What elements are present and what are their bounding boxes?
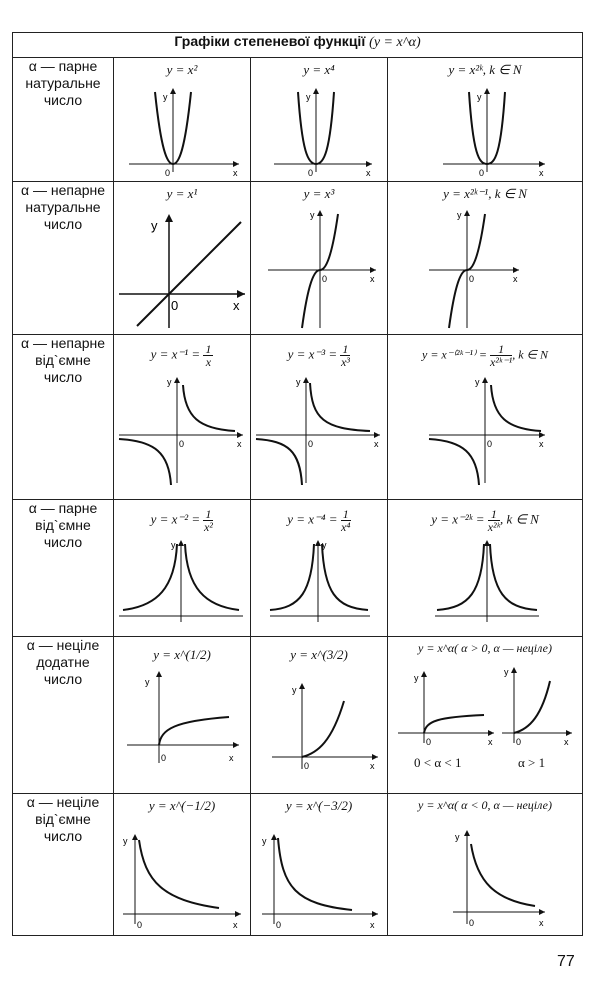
graph [115,204,249,332]
graph [252,538,386,628]
graph [395,80,575,180]
svg-text:x: x [539,168,544,178]
graph-cell [114,500,251,637]
svg-text:x: x [564,737,569,747]
graph-cell [251,58,388,182]
graph-cell [114,637,251,794]
svg-text:0: 0 [276,920,282,930]
formula: y = x²ᵏ⁻¹, k ∈ N [443,186,527,201]
graph [252,373,386,487]
svg-text:x: x [233,298,240,313]
svg-text:0: 0 [479,168,485,178]
svg-text:y: y [167,377,172,387]
svg-text:x: x [237,439,242,449]
graph-cell [251,335,388,500]
svg-text:0: 0 [322,274,328,284]
svg-text:y: y [475,377,480,387]
graph-cell [388,500,583,637]
svg-text:y: y [145,677,150,687]
svg-text:y: y [477,92,482,102]
graph-cell [388,58,583,182]
svg-text:0: 0 [469,274,475,284]
table-row [13,637,583,794]
formula: y = x^α( α > 0, α — неціле) [418,641,552,655]
table-title-text: Графіки степеневої функції [174,33,366,49]
formula: y = x^(−3/2) [285,798,353,813]
svg-text:y: y [123,836,128,846]
svg-text:x: x [233,920,238,930]
table-row [13,794,583,936]
row-label: α — неціле додатне число [13,637,114,794]
row-label: α — парне від`ємне число [13,500,114,637]
formula: y = x⁻⁽²ᵏ⁻¹⁾ = $\frac{1}{\text{x²ᵏ⁻¹}}$ , k ∈ N [422,342,549,369]
row-label: α — парне натуральне число [13,58,114,182]
svg-text:x: x [370,274,375,284]
svg-text:x: x [366,168,371,178]
svg-text:0: 0 [308,439,314,449]
graph [115,538,249,628]
formula: y = x^(3/2) [290,647,348,662]
graph [254,204,384,332]
graph-cell [114,335,251,500]
origin-label: 0 [165,168,171,178]
graph-cell [114,794,251,936]
svg-text:x: x [539,439,544,449]
svg-text:y: y [296,377,301,387]
svg-text:x: x [539,918,544,928]
row-label: α — непарне натуральне число [13,182,114,335]
svg-text:0: 0 [304,761,310,771]
formula: y = x⁻³ = $\frac{1}{\text{x³}}$ [287,342,350,369]
svg-text:y: y [457,210,462,220]
table-row [13,58,583,182]
svg-text:0: 0 [487,439,493,449]
graph [117,80,247,180]
caption-row [388,755,582,771]
svg-text:0: 0 [171,298,179,313]
formula: y = x⁻⁴ = $\frac{1}{\text{x⁴}}$ [287,507,351,534]
formula: y = x⁻²ᵏ = $\frac{1}{\text{x²ᵏ}}$ , k ∈ N [431,507,539,534]
graph [390,659,580,755]
formula: y = x²ᵏ, k ∈ N [448,62,522,77]
graph [395,373,575,487]
svg-text:0: 0 [516,737,522,747]
row-label: α — неціле від`ємне число [13,794,114,936]
svg-text:0: 0 [179,439,185,449]
graph-cell [114,182,251,335]
formula: y = x⁻¹ = $\frac{1}{x}$ [150,342,212,369]
graph [395,204,575,332]
graph [115,816,249,932]
svg-text:0: 0 [469,918,475,928]
graph-cell [251,794,388,936]
power-functions-table [12,32,583,936]
graph [395,538,575,628]
graph-cell [388,182,583,335]
graph [254,80,384,180]
svg-text:0: 0 [137,920,143,930]
graph-cell [388,637,583,794]
svg-text:y: y [151,218,158,233]
axis-y-label: y [163,92,168,102]
graph [115,373,249,487]
svg-text:x: x [513,274,518,284]
formula: y = x⁴ [303,62,335,77]
svg-text:0: 0 [426,737,432,747]
caption-left: 0 < α < 1 [414,755,462,770]
svg-text:y: y [262,836,267,846]
formula: y = x² [166,62,198,77]
graph-cell [114,58,251,182]
formula: y = x^α( α < 0, α — неціле) [418,798,552,812]
svg-text:y: y [171,540,176,550]
svg-text:x: x [488,737,493,747]
svg-text:x: x [370,920,375,930]
graph [252,665,386,775]
table-row [13,182,583,335]
svg-text:x: x [374,439,379,449]
table-row [13,335,583,500]
formula: y = x^(−1/2) [148,798,216,813]
svg-text:y: y [292,685,297,695]
graph [395,816,575,932]
svg-text:x: x [370,761,375,771]
graph [115,665,249,775]
svg-text:x: x [229,753,234,763]
svg-text:y: y [455,832,460,842]
axis-x-label: x [233,168,238,178]
table-title-formula: (y = x^α) [369,35,421,50]
table-title [13,33,583,58]
svg-text:y: y [310,210,315,220]
svg-text:y: y [504,667,509,677]
svg-text:0: 0 [308,168,314,178]
caption-right: α > 1 [518,755,546,770]
svg-text:y: y [306,92,311,102]
formula: y = x³ [303,186,335,201]
svg-text:y: y [414,673,419,683]
graph-cell [388,335,583,500]
formula: y = x¹ [166,186,198,201]
table-row [13,500,583,637]
graph-cell [388,794,583,936]
row-label: α — непарне від`ємне число [13,335,114,500]
graph-cell [251,182,388,335]
graph-cell [251,500,388,637]
graph [252,816,386,932]
power-functions-table-page [12,32,582,936]
svg-text:y: y [322,540,327,550]
svg-text:0: 0 [161,753,167,763]
formula: y = x⁻² = $\frac{1}{\text{x²}}$ [150,507,213,534]
formula: y = x^(1/2) [153,647,211,662]
page-number: 77 [557,953,575,970]
graph-cell [251,637,388,794]
